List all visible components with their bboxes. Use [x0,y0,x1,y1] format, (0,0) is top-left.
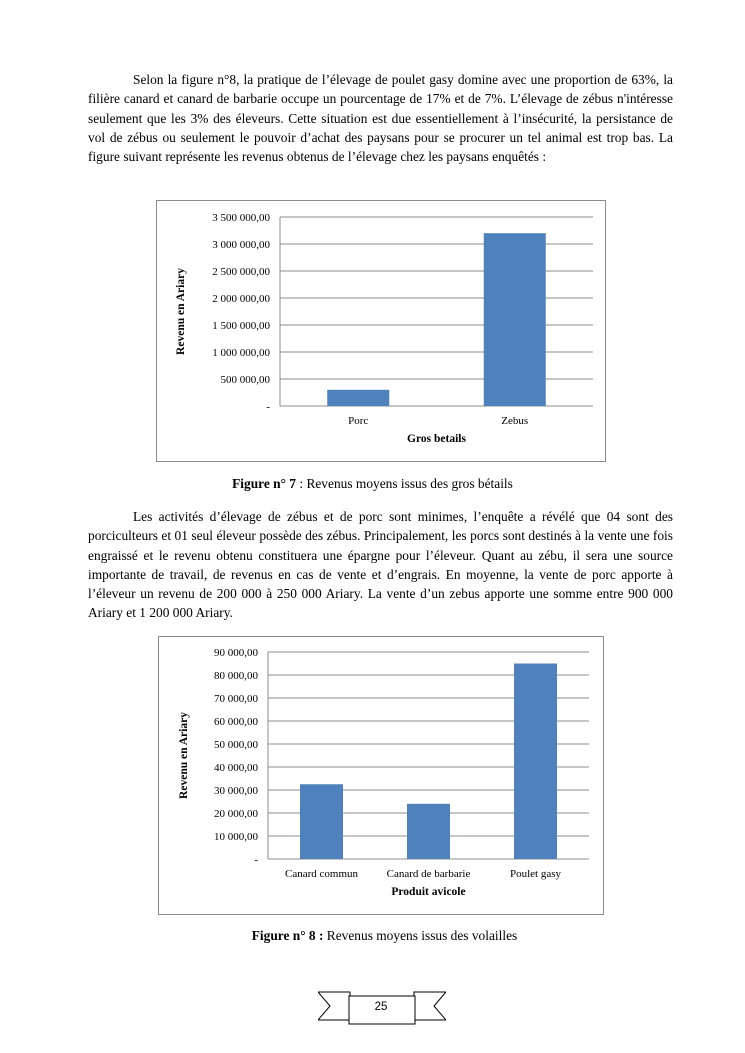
chart-gros-betails-svg [157,201,605,461]
y-tick-label: - [254,854,258,866]
y-tick-label: 3 000 000,00 [212,239,270,251]
page-number: 25 [374,1001,388,1013]
y-tick-label: 2 000 000,00 [212,293,270,305]
y-tick-label: 80 000,00 [214,670,258,682]
y-tick-label: 1 000 000,00 [212,347,270,359]
x-tick-label: Porc [348,415,369,427]
x-axis-title: Gros betails [407,433,466,445]
x-tick-label: Canard de barbarie [386,868,471,880]
y-tick-label: 3 500 000,00 [212,212,270,224]
figure-7-text: Revenus moyens issus des gros bétails [306,476,513,491]
chart-volailles [158,636,604,915]
y-tick-label: 40 000,00 [214,762,258,774]
x-axis-title: Produit avicole [391,886,466,898]
y-tick-label: 500 000,00 [220,374,270,386]
bar-poulet-gasy [514,664,557,860]
paragraph-gros-betails: Les activités d’élevage de zébus et de porc sont minimes, l’enquête a révélé que 04 sont des porciculteurs et 01 seul éleveur possède des zébus. Principalement, les porcs sont destinés à la vente une fois engraissé et le revenu obtenu constituera une épargne pour l’éleveur. Quant au zébu, il sera une source importante de travail, de revenus en cas de vente et d’engrais. En moyenne, la vente de porc apporte à l’éleveur un revenu de 200 000 à 250 000 Ariary. La vente d’un zebus apporte une somme entre 900 000 Ariary et 1 200 000 Ariary. [88,509,673,621]
y-axis-title: Revenu en Ariary [175,268,187,355]
chart-gros-betails [156,200,606,462]
bar-canard-commun [300,784,343,859]
figure-7-label: Figure n° 7 [232,476,297,491]
x-tick-label: Zebus [501,415,529,427]
y-tick-label: - [266,401,270,413]
figure-7-caption [0,476,745,492]
y-tick-label: 30 000,00 [214,785,258,797]
figure-8-label: Figure n° 8 : [251,928,324,943]
bar-porc [327,390,389,406]
y-axis-title: Revenu en Ariary [178,712,190,799]
y-tick-label: 90 000,00 [214,647,258,659]
y-tick-label: 2 500 000,00 [212,266,270,278]
y-tick-label: 60 000,00 [214,716,258,728]
bar-canard-de-barbarie [407,804,450,859]
y-tick-label: 1 500 000,00 [212,320,270,332]
y-tick-label: 70 000,00 [214,693,258,705]
figure-8-text: Revenus moyens issus des volailles [326,928,518,943]
figure-7-sep: : [296,476,307,491]
y-tick-label: 20 000,00 [214,808,258,820]
paragraph-intro: Selon la figure n°8, la pratique de l’élevage de poulet gasy domine avec une proportion de 63%, la filière canard et canard de barbarie occupe un pourcentage de 17% et de 7%. L’élevage de zébus n'intéresse seulement que les 3% des éleveurs. Cette situation est due essentiellement à l’insécurité, la persistance de vol de zébus ou seulement le pouvoir d’achat des paysans pour se procurer un tel animal est trop bas. La figure suivant représente les revenus obtenus de l’élevage chez les paysans enquêtés : [88,72,673,165]
x-tick-label: Poulet gasy [509,868,562,880]
figure-8-caption [12,928,745,944]
y-tick-label: 10 000,00 [214,831,258,843]
y-tick-label: 50 000,00 [214,739,258,751]
chart-volailles-svg [159,637,603,914]
x-tick-label: Canard commun [284,868,359,880]
bar-zebus [484,233,546,406]
